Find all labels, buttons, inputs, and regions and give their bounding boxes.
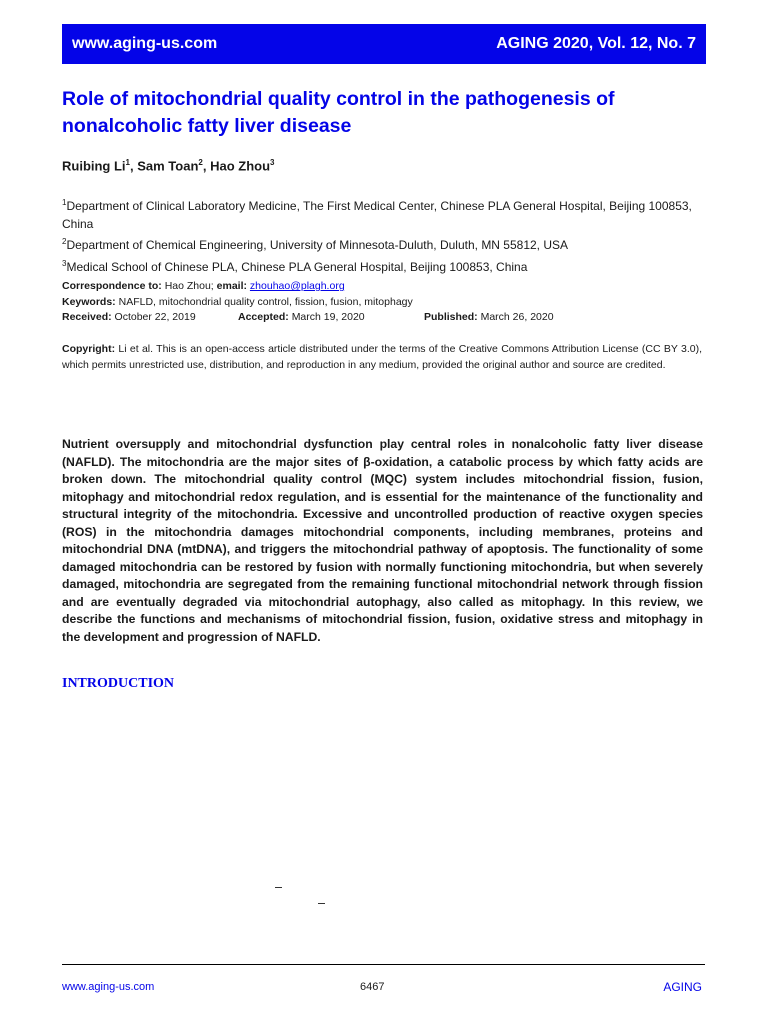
keywords-line: Keywords: NAFLD, mitochondrial quality control, fission, fusion, mitophagy xyxy=(62,295,413,308)
author-name: Hao Zhou xyxy=(210,158,271,174)
copyright-notice: Copyright: Li et al. This is an open-access article distributed under the terms of the Creative Commons Attribution License (CC BY 3.0), which permits unrestricted use, distribution, and reproduction in any medium, provided the original author and source are credited. xyxy=(62,343,703,371)
published-date: March 26, 2020 xyxy=(480,311,554,323)
correspondence-email-link[interactable]: zhouhao@plagh.org xyxy=(249,280,345,292)
journal-header-bar xyxy=(62,24,706,64)
section-heading-introduction: INTRODUCTION xyxy=(62,676,175,691)
header-journal-citation: AGING 2020, Vol. 12, No. 7 xyxy=(496,35,696,52)
footer-divider xyxy=(62,964,705,965)
accepted-date: March 19, 2020 xyxy=(291,311,365,323)
author-affiliation-mark: 1 xyxy=(125,158,130,167)
author-name: Ruibing Li xyxy=(62,158,126,174)
dates-line: Received: October 22, 2019 Accepted: March 19, 2020 Published: March 26, 2020 xyxy=(62,310,722,326)
affiliation-item: $^3$Medical School of Chinese PLA, Chinese PLA General Hospital, Beijing 100853, China xyxy=(62,258,528,274)
author-affiliation-mark: 3 xyxy=(270,158,275,167)
footer-journal-name: AGING xyxy=(663,980,702,994)
affiliation-item: $^1$Department of Clinical Laboratory Medicine, The First Medical Center, Chinese PLA General Hospital, Beijing 100853, China xyxy=(62,198,692,231)
author-name: Sam Toan xyxy=(137,158,199,174)
received-date: October 22, 2019 xyxy=(114,311,196,323)
stray-dash-mark xyxy=(275,887,282,888)
page-number: 6467 xyxy=(360,981,385,993)
affiliation-item: $^2$Department of Chemical Engineering, University of Minnesota-Duluth, Duluth, MN 55812, USA xyxy=(62,237,569,252)
correspondence-line: Correspondence to: Hao Zhou; email: zhouhao@plagh.org xyxy=(62,280,345,292)
stray-dash-mark xyxy=(318,903,325,904)
author-list: Ruibing Li$^1$, Sam Toan$^2$, Hao Zhou$^3$ xyxy=(62,158,275,174)
header-site-link[interactable]: www.aging-us.com xyxy=(72,35,218,52)
affiliation-list xyxy=(62,194,702,276)
abstract-text: Nutrient oversupply and mitochondrial dysfunction play central roles in nonalcoholic fatty liver disease (NAFLD). The mitochondria are the major sites of β-oxidation, a catabolic process by which fatty acids are broken down. The mitochondrial quality control (MQC) system includes mitochondrial fission, fusion, mitophagy and mitochondrial redox regulation, and is essential for the maintenance of the functionality and structural integrity of the mitochondria. Excessive and uncontrolled production of reactive oxygen species (ROS) in the mitochondria damages mitochondrial components, including membranes, proteins and mitochondrial DNA (mtDNA), and triggers the mitochondrial pathway of apoptosis. The functionality of some damaged mitochondria can be restored by fusion with normally functioning mitochondria, but when severely damaged, mitochondria are segregated from the remaining functional mitochondrial network through fission and are eventually degraded via mitochondrial autophagy, also called as mitophagy. In this review, we describe the functions and mechanisms of mitochondrial fission, fusion, oxidative stress and mitophagy in the development and progression of NAFLD. xyxy=(62,437,703,644)
footer-site-link[interactable]: www.aging-us.com xyxy=(62,981,155,993)
article-metadata xyxy=(62,279,722,326)
author-affiliation-mark: 2 xyxy=(198,158,203,167)
article-title: Role of mitochondrial quality control in the pathogenesis of nonalcoholic fatty liver disease xyxy=(62,88,615,137)
